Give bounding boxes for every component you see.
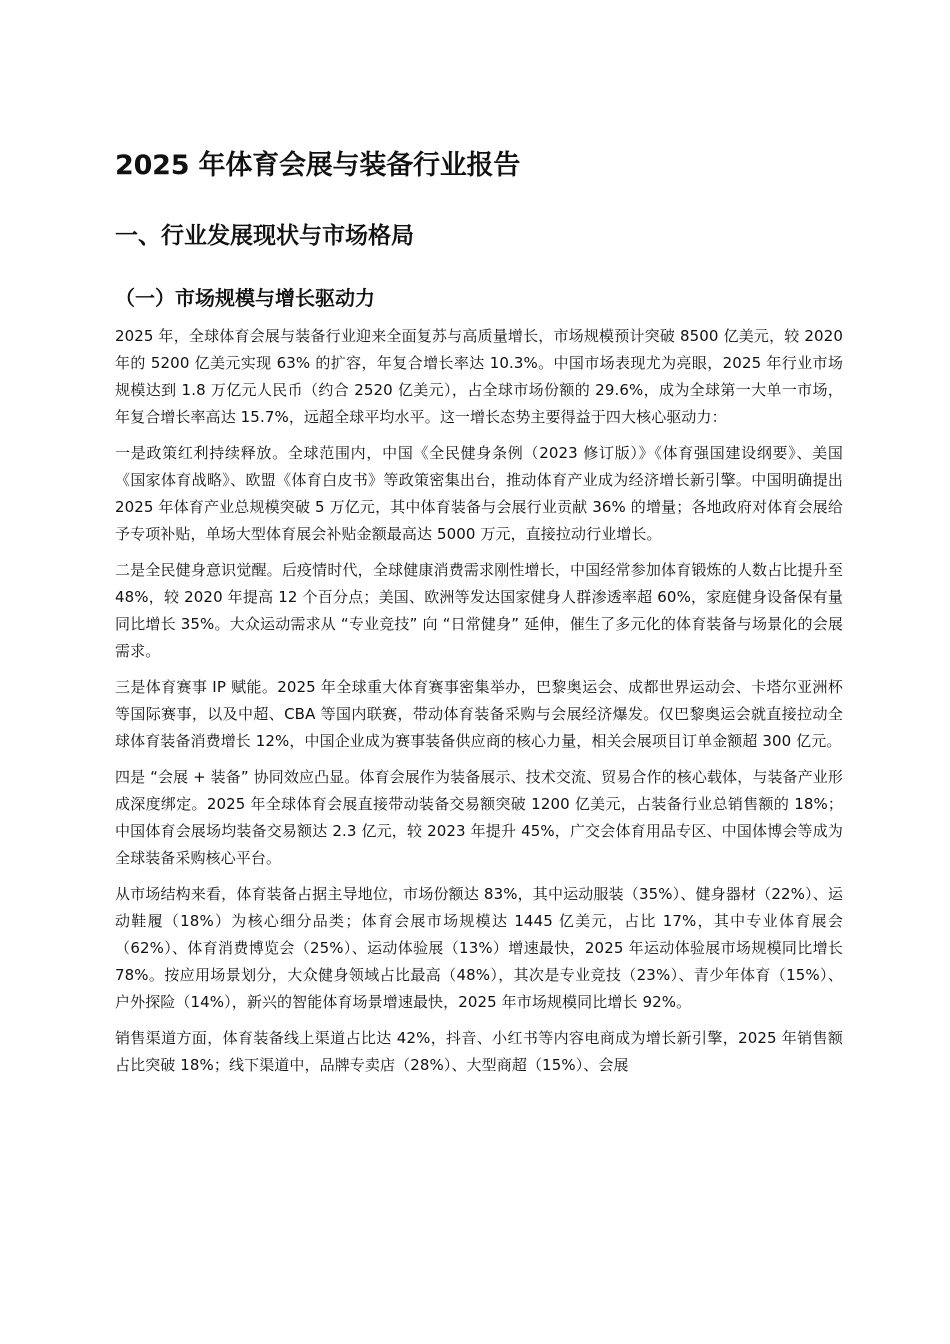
paragraph-market-structure: 从市场结构来看，体育装备占据主导地位，市场份额达 83%，其中运动服装（35%）、健身器材（22%）、运动鞋履（18%）为核心细分品类；体育会展市场规模达 1445 亿美元，占比 17%，其中专业体育展会（62%）、体育消费博览会（25%）、运动体验展（13%）增速最快，2025 年运动体验展市场规模同比增长 78%。按应用场景划分，大众健身领域占比最高（48%），其次是专业竞技（23%）、青少年体育（15%）、户外探险（14%），新兴的智能体育场景增速最快，2025 年市场规模同比增长 92%。 [115, 885, 843, 1011]
paragraph-policy: 一是政策红利持续释放。全球范围内，中国《全民健身条例（2023 修订版）》《体育强国建设纲要》、美国《国家体育战略》、欧盟《体育白皮书》等政策密集出台，推动体育产业成为经济增长新引擎。中国明确提出 2025 年体育产业总规模突破 5 万亿元，其中体育装备与会展行业贡献 36% 的增量；各地政府对体育会展给予专项补贴，单场大型体育展会补贴金额最高达 5000 万元，直接拉动行业增长。 [115, 444, 843, 543]
paragraph-sales-channels: 销售渠道方面，体育装备线上渠道占比达 42%，抖音、小红书等内容电商成为增长新引擎，2025 年销售额占比突破 18%；线下渠道中，品牌专卖店（28%）、大型商超（15%）、会展 [115, 1029, 843, 1074]
paragraph-fitness: 二是全民健身意识觉醒。后疫情时代，全球健康消费需求刚性增长，中国经常参加体育锻炼的人数占比提升至 48%，较 2020 年提高 12 个百分点；美国、欧洲等发达国家健身人群渗透率超 60%，家庭健身设备保有量同比增长 35%。大众运动需求从 “专业竞技” 向 “日常健身” 延伸，催生了多元化的体育装备与场景化的会展需求。 [115, 561, 843, 660]
paragraph-events: 三是体育赛事 IP 赋能。2025 年全球重大体育赛事密集举办，巴黎奥运会、成都世界运动会、卡塔尔亚洲杯等国际赛事，以及中超、CBA 等国内联赛，带动体育装备采购与会展经济爆发。仅巴黎奥运会就直接拉动全球体育装备消费增长 12%，中国企业成为赛事装备供应商的核心力量，相关会展项目订单金额超 300 亿元。 [115, 678, 843, 750]
document-body [115, 148, 843, 1079]
section-heading: 一、行业发展现状与市场格局 [115, 223, 414, 249]
document-title: 2025 年体育会展与装备行业报告 [115, 150, 521, 181]
paragraph-synergy: 四是 “会展 + 装备” 协同效应凸显。体育会展作为装备展示、技术交流、贸易合作的核心载体，与装备产业形成深度绑定。2025 年全球体育会展直接带动装备交易额突破 1200 亿美元，占装备行业总销售额的 18%；中国体育会展场均装备交易额达 2.3 亿元，较 2023 年提升 45%，广交会体育用品专区、中国体博会等成为全球装备采购核心平台。 [115, 768, 843, 867]
paragraph-market-size: 2025 年，全球体育会展与装备行业迎来全面复苏与高质量增长，市场规模预计突破 8500 亿美元，较 2020 年的 5200 亿美元实现 63% 的扩容，年复合增长率达 10.3%。中国市场表现尤为亮眼，2025 年行业市场规模达到 1.8 万亿元人民币（约合 2520 亿美元），占全球市场份额的 29.6%，成为全球第一大单一市场，年复合增长率高达 15.7%，远超全球平均水平。这一增长态势主要得益于四大核心驱动力： [115, 327, 843, 426]
subsection-heading: （一）市场规模与增长驱动力 [115, 286, 375, 310]
